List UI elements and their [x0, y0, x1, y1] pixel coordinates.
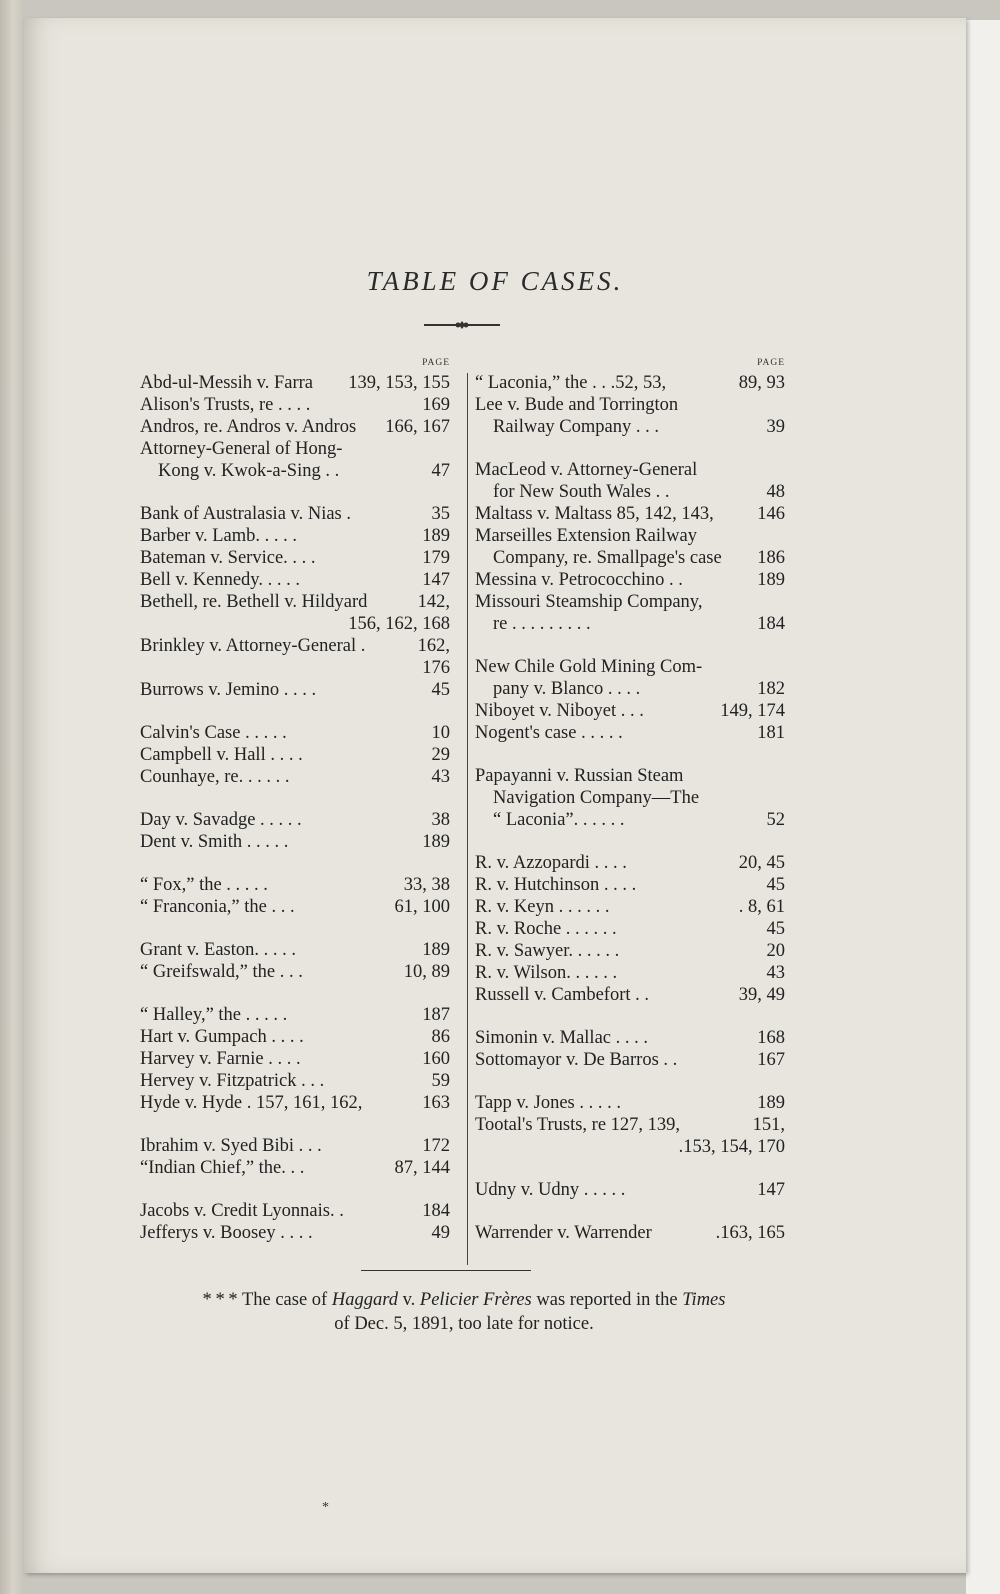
- case-name: Alison's Trusts, re . . . .: [140, 395, 311, 415]
- footnote-rule: [361, 1270, 531, 1271]
- left-column: [140, 358, 450, 1265]
- case-entry: [140, 939, 450, 961]
- case-entry: [140, 1026, 450, 1048]
- case-pages: 184: [753, 613, 785, 635]
- case-pages: 45: [763, 874, 786, 896]
- page-edge: [966, 20, 1000, 1594]
- case-pages: 61, 100: [391, 896, 451, 918]
- case-name: Kong v. Kwok-a-Sing . .: [158, 461, 340, 481]
- case-pages: 89, 93: [735, 372, 785, 394]
- case-entry: [140, 1004, 450, 1026]
- ornament-rule-icon: [424, 318, 500, 332]
- case-entry: [475, 394, 785, 416]
- case-pages: 187: [418, 1004, 450, 1026]
- case-pages: 45: [428, 679, 451, 701]
- case-entry: [140, 679, 450, 701]
- case-name: Attorney-General of Hong-: [140, 439, 343, 459]
- footnote-v: v.: [402, 1290, 416, 1310]
- case-entry: [140, 613, 450, 635]
- case-pages: 47: [428, 460, 451, 482]
- case-entry: [475, 1136, 785, 1158]
- case-name: Russell v. Cambefort . .: [475, 985, 650, 1005]
- case-name: Udny v. Udny . . . . .: [475, 1180, 626, 1200]
- case-entry: [475, 896, 785, 918]
- case-entry: [140, 657, 450, 679]
- case-name: re . . . . . . . . .: [493, 614, 591, 634]
- page-title: TABLE OF CASES.: [366, 266, 624, 296]
- case-name: Counhaye, re. . . . . .: [140, 767, 290, 787]
- page-column-label: PAGE: [757, 358, 785, 368]
- case-name: Hart v. Gumpach . . . .: [140, 1027, 304, 1047]
- case-entry: [140, 372, 450, 394]
- case-pages: .153, 154, 170: [475, 1136, 785, 1158]
- case-group: [140, 1004, 450, 1114]
- case-entry: [140, 525, 450, 547]
- case-entry: [475, 656, 785, 678]
- case-pages: 162,: [414, 635, 450, 657]
- case-pages: 189: [418, 831, 450, 853]
- case-pages: 20, 45: [735, 852, 785, 874]
- case-entry: [140, 1135, 450, 1157]
- case-name: Navigation Company—The: [493, 788, 700, 808]
- case-entry: [140, 1222, 450, 1244]
- case-name: “ Franconia,” the . . .: [140, 897, 295, 917]
- case-name: Jacobs v. Credit Lyonnais. .: [140, 1201, 344, 1221]
- case-group: [475, 1222, 785, 1244]
- case-entry: [475, 525, 785, 547]
- signature-mark: *: [322, 1500, 329, 1515]
- case-pages: 182: [753, 678, 785, 700]
- case-name: Sottomayor v. De Barros . .: [475, 1050, 678, 1070]
- case-pages: 86: [428, 1026, 451, 1048]
- case-group: [475, 765, 785, 831]
- case-name: Company, re. Smallpage's case: [493, 548, 722, 568]
- case-name: Andros, re. Andros v. Andros: [140, 417, 357, 437]
- case-pages: . 8, 61: [735, 896, 785, 918]
- case-name: Campbell v. Hall . . . .: [140, 745, 303, 765]
- case-pages: 142,: [414, 591, 450, 613]
- case-pages: 169: [418, 394, 450, 416]
- book-spine: [0, 0, 22, 1594]
- case-name: Calvin's Case . . . . .: [140, 723, 287, 743]
- case-pages: 147: [753, 1179, 785, 1201]
- case-pages: 189: [418, 525, 450, 547]
- case-entry: [140, 547, 450, 569]
- case-name: for New South Wales . .: [493, 482, 670, 502]
- case-group: [140, 809, 450, 853]
- case-entry: [140, 460, 450, 482]
- case-pages: 176: [140, 657, 450, 679]
- case-entry: [475, 547, 785, 569]
- case-entry: [475, 481, 785, 503]
- case-name: Brinkley v. Attorney-General .: [140, 636, 366, 656]
- case-group: [140, 939, 450, 983]
- case-pages: 35: [428, 503, 451, 525]
- case-entry: [475, 809, 785, 831]
- case-name: Barber v. Lamb. . . . .: [140, 526, 298, 546]
- case-name: Tootal's Trusts, re 127, 139,: [475, 1115, 681, 1135]
- case-pages: 59: [428, 1070, 451, 1092]
- case-group: [140, 1200, 450, 1244]
- case-name: Grant v. Easton. . . . .: [140, 940, 297, 960]
- case-pages: 39, 49: [735, 984, 785, 1006]
- case-entry: [475, 874, 785, 896]
- case-pages: 172: [418, 1135, 450, 1157]
- footnote-journal: Times: [682, 1290, 726, 1310]
- case-entry: [140, 1070, 450, 1092]
- case-pages: 189: [753, 569, 785, 591]
- case-pages: 49: [428, 1222, 451, 1244]
- case-entry: [140, 1048, 450, 1070]
- case-name: Missouri Steamship Company,: [475, 592, 703, 612]
- case-pages: 168: [753, 1027, 785, 1049]
- case-name: Lee v. Bude and Torrington: [475, 395, 679, 415]
- case-group: [475, 372, 785, 438]
- case-pages: 43: [763, 962, 786, 984]
- case-pages: 189: [753, 1092, 785, 1114]
- case-entry: [140, 961, 450, 983]
- case-entry: [475, 787, 785, 809]
- case-name: “Indian Chief,” the. . .: [140, 1158, 305, 1178]
- case-pages: 20: [763, 940, 786, 962]
- case-pages: 181: [753, 722, 785, 744]
- case-name: MacLeod v. Attorney-General: [475, 460, 698, 480]
- case-entry: [140, 874, 450, 896]
- case-entry: [475, 962, 785, 984]
- case-group: [475, 656, 785, 744]
- case-group: [475, 1179, 785, 1201]
- case-name: Railway Company . . .: [493, 417, 659, 437]
- footnote-middle: was reported in the: [536, 1290, 678, 1310]
- case-pages: 43: [428, 766, 451, 788]
- column-divider: [467, 373, 468, 1265]
- case-name: Simonin v. Mallac . . . .: [475, 1028, 648, 1048]
- case-entry: [140, 766, 450, 788]
- case-name: R. v. Hutchinson . . . .: [475, 875, 637, 895]
- case-entry: [475, 591, 785, 613]
- case-name: Bank of Australasia v. Nias .: [140, 504, 351, 524]
- case-name: Bell v. Kennedy. . . . .: [140, 570, 300, 590]
- case-name: Dent v. Smith . . . . .: [140, 832, 289, 852]
- case-entry: [140, 809, 450, 831]
- case-name: R. v. Sawyer. . . . . .: [475, 941, 620, 961]
- case-pages: 147: [418, 569, 450, 591]
- case-group: [475, 1027, 785, 1071]
- case-entry: [140, 394, 450, 416]
- case-pages: 87, 144: [391, 1157, 451, 1179]
- case-entry: [475, 852, 785, 874]
- case-name: “ Greifswald,” the . . .: [140, 962, 303, 982]
- case-pages: .163, 165: [712, 1222, 785, 1244]
- case-name: Ibrahim v. Syed Bibi . . .: [140, 1136, 322, 1156]
- right-column: [475, 358, 785, 1265]
- footnote-case-a: Haggard: [331, 1290, 398, 1310]
- case-entry: [475, 765, 785, 787]
- case-pages: 45: [763, 918, 786, 940]
- case-entry: [475, 700, 785, 722]
- case-pages: 186: [753, 547, 785, 569]
- case-name: R. v. Azzopardi . . . .: [475, 853, 627, 873]
- case-entry: [140, 896, 450, 918]
- case-entry: [140, 1157, 450, 1179]
- case-entry: [475, 984, 785, 1006]
- book-page: [24, 18, 966, 1573]
- case-name: Papayanni v. Russian Steam: [475, 766, 684, 786]
- case-pages: 189: [418, 939, 450, 961]
- case-pages: 146: [753, 503, 785, 525]
- case-pages: 151,: [749, 1114, 785, 1136]
- case-name: Bethell, re. Bethell v. Hildyard: [140, 592, 368, 612]
- case-pages: 184: [418, 1200, 450, 1222]
- case-pages: 179: [418, 547, 450, 569]
- case-pages: 33, 38: [400, 874, 450, 896]
- case-name: pany v. Blanco . . . .: [493, 679, 641, 699]
- case-pages: 38: [428, 809, 451, 831]
- footnote-prefix: * * * The case of: [202, 1290, 328, 1310]
- case-entry: [475, 569, 785, 591]
- case-pages: 39: [763, 416, 786, 438]
- case-entry: [140, 831, 450, 853]
- case-name: “ Laconia”. . . . . .: [493, 810, 625, 830]
- case-entry: [475, 372, 785, 394]
- case-entry: [140, 744, 450, 766]
- case-entry: [140, 1092, 450, 1114]
- case-name: Nogent's case . . . . .: [475, 723, 623, 743]
- case-entry: [475, 1092, 785, 1114]
- case-name: Day v. Savadge . . . . .: [140, 810, 302, 830]
- case-name: Burrows v. Jemino . . . .: [140, 680, 317, 700]
- case-name: Bateman v. Service. . . .: [140, 548, 316, 568]
- case-group: [140, 503, 450, 701]
- case-entry: [475, 416, 785, 438]
- case-entry: [140, 722, 450, 744]
- case-pages: 167: [753, 1049, 785, 1071]
- case-entry: [475, 459, 785, 481]
- case-entry: [140, 635, 450, 657]
- case-pages: 166, 167: [381, 416, 450, 438]
- case-group: [140, 722, 450, 788]
- case-name: Abd-ul-Messih v. Farra: [140, 373, 313, 393]
- case-entry: [140, 503, 450, 525]
- case-name: “ Laconia,” the . . .52, 53,: [475, 373, 667, 393]
- case-entry: [475, 613, 785, 635]
- case-name: “ Halley,” the . . . . .: [140, 1005, 288, 1025]
- case-name: R. v. Roche . . . . . .: [475, 919, 617, 939]
- case-name: Messina v. Petrococchino . .: [475, 570, 683, 590]
- case-entry: [140, 1200, 450, 1222]
- case-entry: [140, 569, 450, 591]
- case-group: [140, 874, 450, 918]
- case-entry: [140, 438, 450, 460]
- case-pages: 160: [418, 1048, 450, 1070]
- case-name: Harvey v. Farnie . . . .: [140, 1049, 301, 1069]
- case-group: [140, 1135, 450, 1179]
- case-name: R. v. Wilson. . . . . .: [475, 963, 618, 983]
- case-pages: 163: [418, 1092, 450, 1114]
- case-name: Marseilles Extension Railway: [475, 526, 697, 546]
- footnote-case-b: Pelicier Frères: [419, 1290, 532, 1310]
- case-pages: 156, 162, 168: [140, 613, 450, 635]
- case-entry: [475, 1222, 785, 1244]
- case-entry: [475, 678, 785, 700]
- case-pages: 29: [428, 744, 451, 766]
- case-entry: [475, 722, 785, 744]
- case-name: Warrender v. Warrender: [475, 1223, 652, 1243]
- case-pages: 52: [763, 809, 786, 831]
- case-pages: 48: [763, 481, 786, 503]
- case-name: Jefferys v. Boosey . . . .: [140, 1223, 313, 1243]
- case-name: Hyde v. Hyde . 157, 161, 162,: [140, 1093, 363, 1113]
- case-name: Tapp v. Jones . . . . .: [475, 1093, 622, 1113]
- case-group: [475, 852, 785, 1006]
- case-entry: [475, 940, 785, 962]
- case-entry: [140, 591, 450, 613]
- case-pages: 10, 89: [400, 961, 450, 983]
- footnote: [144, 1288, 784, 1336]
- case-name: New Chile Gold Mining Com-: [475, 657, 703, 677]
- case-name: “ Fox,” the . . . . .: [140, 875, 268, 895]
- case-entry: [475, 1179, 785, 1201]
- case-entry: [475, 1114, 785, 1136]
- case-group: [475, 459, 785, 635]
- case-pages: 149, 174: [716, 700, 785, 722]
- case-entry: [475, 1049, 785, 1071]
- footnote-line2: of Dec. 5, 1891, too late for notice.: [334, 1314, 594, 1334]
- case-entry: [475, 503, 785, 525]
- case-name: Hervey v. Fitzpatrick . . .: [140, 1071, 325, 1091]
- case-name: Maltass v. Maltass 85, 142, 143,: [475, 504, 714, 524]
- case-name: R. v. Keyn . . . . . .: [475, 897, 610, 917]
- page-column-label: PAGE: [422, 358, 450, 368]
- case-group: [475, 1092, 785, 1158]
- case-group: [140, 372, 450, 482]
- case-entry: [475, 1027, 785, 1049]
- case-name: Niboyet v. Niboyet . . .: [475, 701, 644, 721]
- case-entry: [475, 918, 785, 940]
- case-pages: 139, 153, 155: [344, 372, 450, 394]
- case-entry: [140, 416, 450, 438]
- case-pages: 10: [428, 722, 451, 744]
